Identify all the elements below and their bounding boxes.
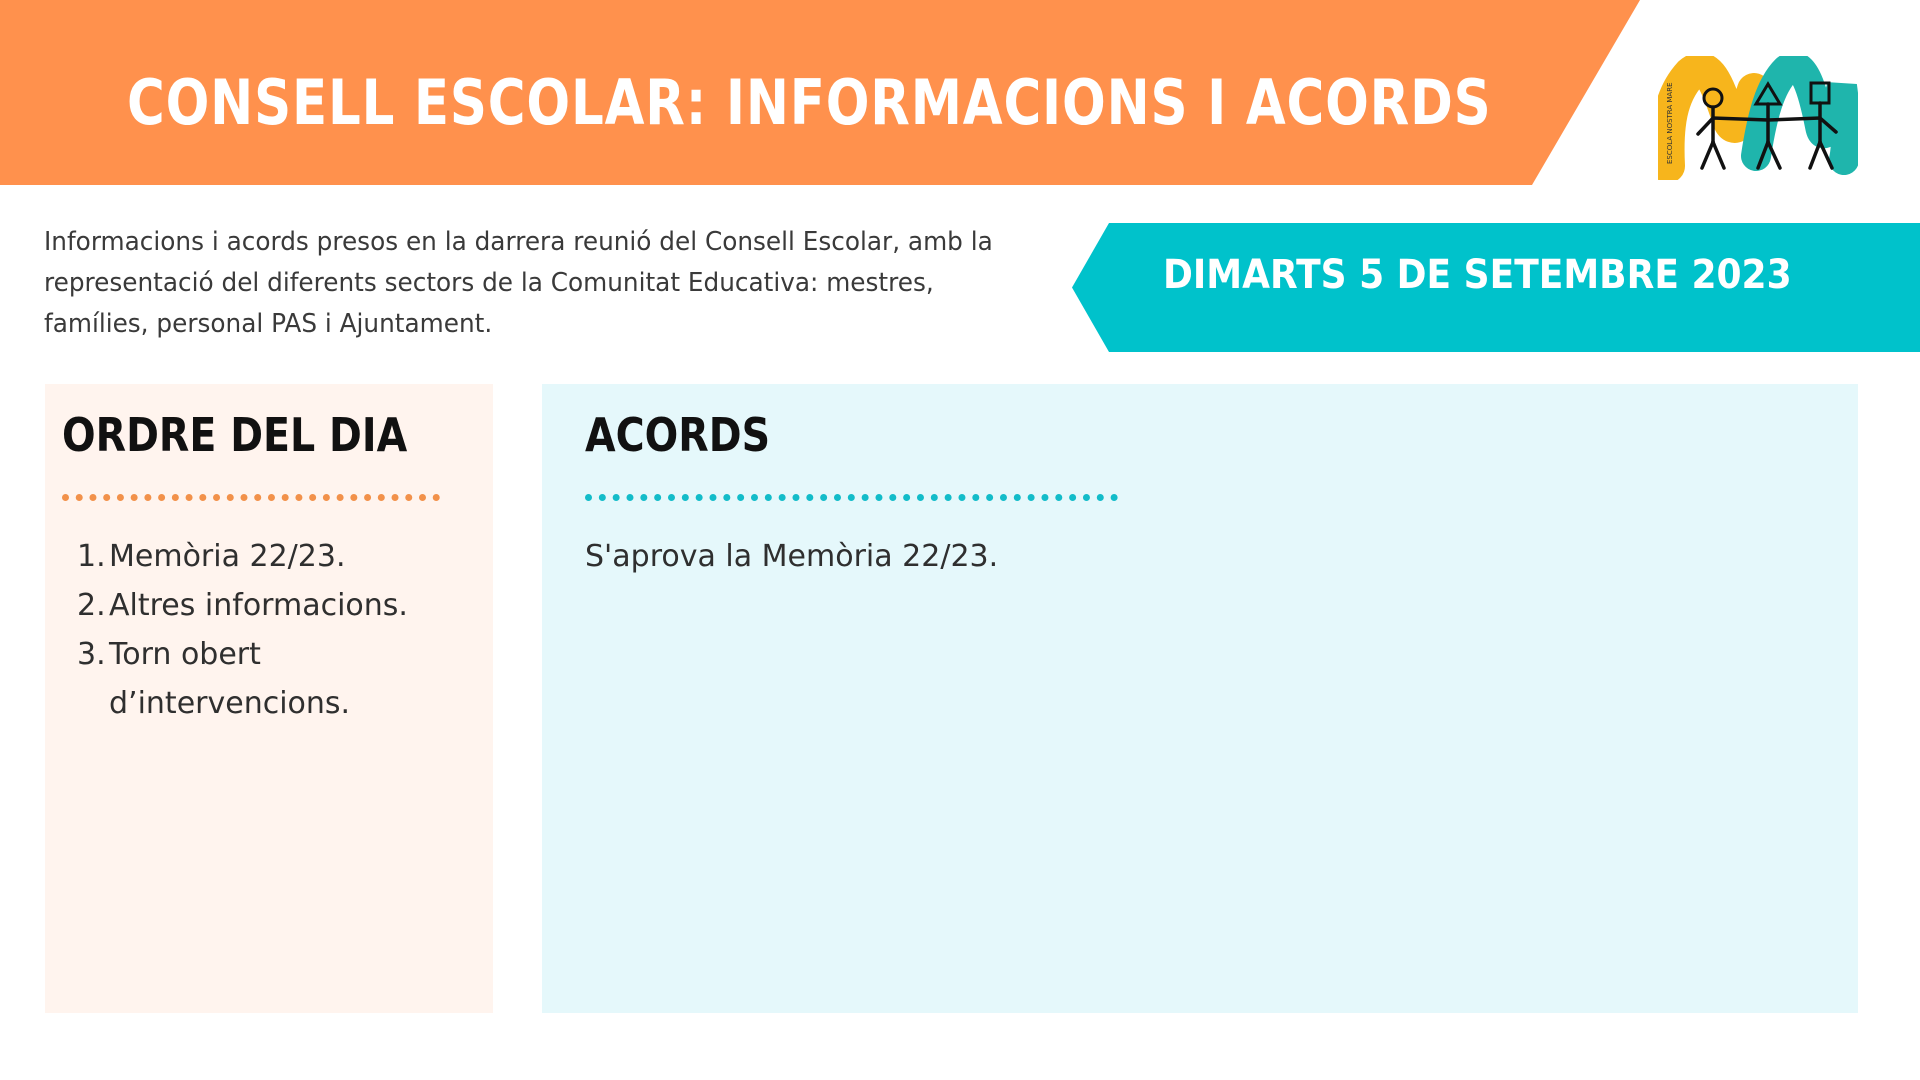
- agenda-item-label: Torn obert d’intervencions.: [109, 637, 351, 721]
- meeting-date: DIMARTS 5 DE SETEMBRE 2023: [1163, 252, 1792, 298]
- agreement-item: S'aprova la Memòria 22/23.: [585, 539, 999, 574]
- agenda-item-number: 1.: [77, 539, 106, 574]
- agenda-item: [77, 630, 477, 728]
- school-logo: [1658, 56, 1858, 180]
- logo-caption: ESCOLA NOSTRA MARE: [1666, 82, 1674, 164]
- agenda-panel: [45, 384, 493, 1013]
- agenda-item: [77, 581, 477, 630]
- agreements-divider: [585, 494, 1118, 501]
- agreements-heading: ACORDS: [585, 408, 771, 462]
- agreements-panel: [542, 384, 1858, 1013]
- agenda-heading: ORDRE DEL DIA: [62, 408, 408, 462]
- agenda-item-number: 2.: [77, 588, 106, 623]
- agenda-item-number: 3.: [77, 637, 106, 672]
- school-logo-children-holding-hands-icon: [1658, 56, 1858, 180]
- agenda-item-label: Altres informacions.: [109, 588, 408, 623]
- agenda-list: [77, 532, 477, 728]
- agenda-divider: [62, 494, 440, 501]
- agenda-item-label: Memòria 22/23.: [109, 539, 346, 574]
- intro-paragraph: Informacions i acords presos en la darrera reunió del Consell Escolar, amb la representació del diferents sectors de la Comunitat Educativa: mestres, famílies, personal PAS i Ajuntament.: [44, 227, 993, 339]
- agenda-item: [77, 532, 477, 581]
- page-title: CONSELL ESCOLAR: INFORMACIONS I ACORDS: [127, 66, 1492, 139]
